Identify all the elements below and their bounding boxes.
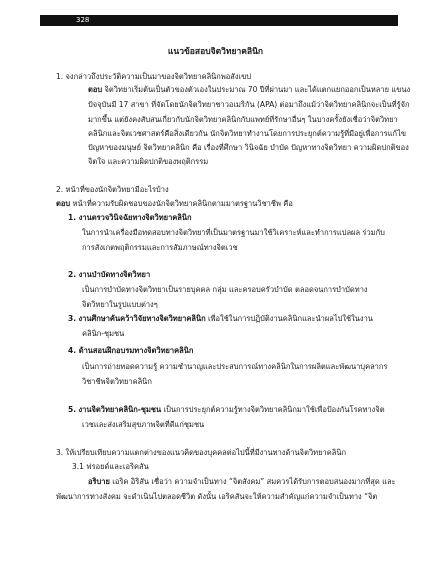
question-3: 3. ให้เปรียบเทียบความแตกต่างของแนวคิดของบุคคลต่อไปนี้ที่มีงานทางด้านจิตวิทยาคลินิก	[56, 448, 346, 457]
page-number: 328	[76, 16, 90, 24]
answer-1-line: ปัญหาของมนุษย์ จิตวิทยาคลินิก คือ เรื่องที่ศึกษา วินิจฉัย บำบัด ปัญหาทางจิตวิทยา ความผิดปกติของ	[88, 143, 409, 152]
answer-1-line: มากขึ้น แต่ยังคงสับสนเกี่ยวกับนักจิตวิทยาคลินิกกับแพทย์ที่รักษาอื่นๆ ในบางครั้งยังเชื่อว่าจิตวิทยา	[88, 115, 398, 124]
page-title: แนวข้อสอบจิตวิทยาคลินิก	[167, 47, 264, 57]
answer-label: ตอบ	[88, 85, 103, 94]
answer-2-intro: ตอบ หน้าที่ความรับผิดชอบของนักจิตวิทยาคลินิกตามมาตรฐานวิชาชีพ คือ	[56, 199, 293, 208]
answer-1-line: จิตใจ และความผิดปกติของพฤติกรรม	[88, 157, 209, 166]
list-item-heading: 1. งานตรวจวินิจฉัยทางจิตวิทยาคลินิก	[68, 213, 192, 222]
sub-question: 3.1 ฟรอยด์และเอริคสัน	[72, 462, 149, 471]
question-2: 2. หน้าที่ของนักจิตวิทยามีอะไรบ้าง	[56, 185, 169, 194]
question-1: 1. จงกล่าวถึงประวัติความเป็นมาของจิตวิทยาคลินิกพอสังเขป	[56, 72, 251, 81]
answer-3-line: พัฒนาการทางสังคม จะดำเนินไปตลอดชีวิต ดังนั้น เอริคสันจะให้ความสำคัญแก่ความจำเป็นทาง “จิต	[56, 492, 378, 501]
answer-1-line	[88, 85, 410, 95]
answer-1-line: ปัจจุบันมี 17 สาขา ที่จัดโดยนักจิตวิทยาชาวอเมริกัน (APA) ต่อมาถึงแม้ว่าจิตวิทยาคลินิกจะเป็นที่รู้จัก	[88, 100, 410, 109]
answer-3-line: อริบาย เอริค อิริสัน เชื่อว่า ความจำเป็นทาง “จิตสังคม” สมควรได้รับการตอบสนองมากที่สุด และ	[88, 477, 396, 486]
list-item-body: เวชและส่งเสริมสุขภาพจิตที่ดีแก่ชุมชน	[82, 420, 205, 429]
list-item-body: จิตวิทยาในรูปแบบต่างๆ	[82, 300, 158, 309]
list-item-heading: 2. งานบำบัดทางจิตวิทยา	[68, 270, 151, 279]
list-item-body: วิชาชีพจิตวิทยาคลินิก	[82, 377, 152, 386]
answer-1-text: จิตวิทยาเริ่มต้นเป็นตัวของตัวเองในประมาณ 70 ปีที่ผ่านมา และได้แตกแยกออกเป็นหลาย แขนง	[104, 85, 411, 94]
list-item-heading: 5. งานจิตวิทยาคลินิก-ชุมชน เป็นการประยุกต์ความรู้ทางจิตวิทยาคลินิกมาใช้เพื่อป้องกันโรคทางจิต	[68, 405, 385, 414]
list-item-body: การสังเกตพฤติกรรมและการสัมภาษณ์ทางจิตเวช	[82, 243, 238, 252]
list-item-body: คลินิก-ชุมชน	[82, 329, 125, 338]
list-item-body: ในการนำเครื่องมือทดสอบทางจิตวิทยาที่เป็นมาตรฐานมาใช้วิเคราะห์และทำการแปลผล ร่วมกับ	[82, 228, 385, 237]
answer-1-line: คลินิกและจิตเวชศาสตร์คือสิ่งเดียวกัน นักจิตวิทยาทำงานโดยการประยุกต์ความรู้ที่มีอยู่เพื่อการแก้ไข	[88, 129, 406, 138]
list-item-heading: 3. งานศึกษาค้นคว้าวิจัยทางจิตวิทยาคลินิก เพื่อใช้ในการปฏิบัติงานคลินิกและนำผลไปใช้ในงาน	[68, 314, 373, 323]
page-number-bar	[40, 15, 398, 26]
answer-label: ตอบ	[56, 199, 71, 208]
list-item-body: เป็นการบำบัดทางจิตวิทยาเป็นรายบุคคล กลุ่ม และครอบครัวบำบัด ตลอดจนการบำบัดทาง	[82, 285, 368, 294]
list-item-heading: 4. ด้านสอนฝึกอบรมทางจิตวิทยาคลินิก	[68, 346, 194, 355]
list-item-body: เป็นการถ่ายทอดความรู้ ความชำนาญและประสบการณ์ทางคลินิกในการผลิตและพัฒนาบุคลากร	[82, 362, 388, 371]
